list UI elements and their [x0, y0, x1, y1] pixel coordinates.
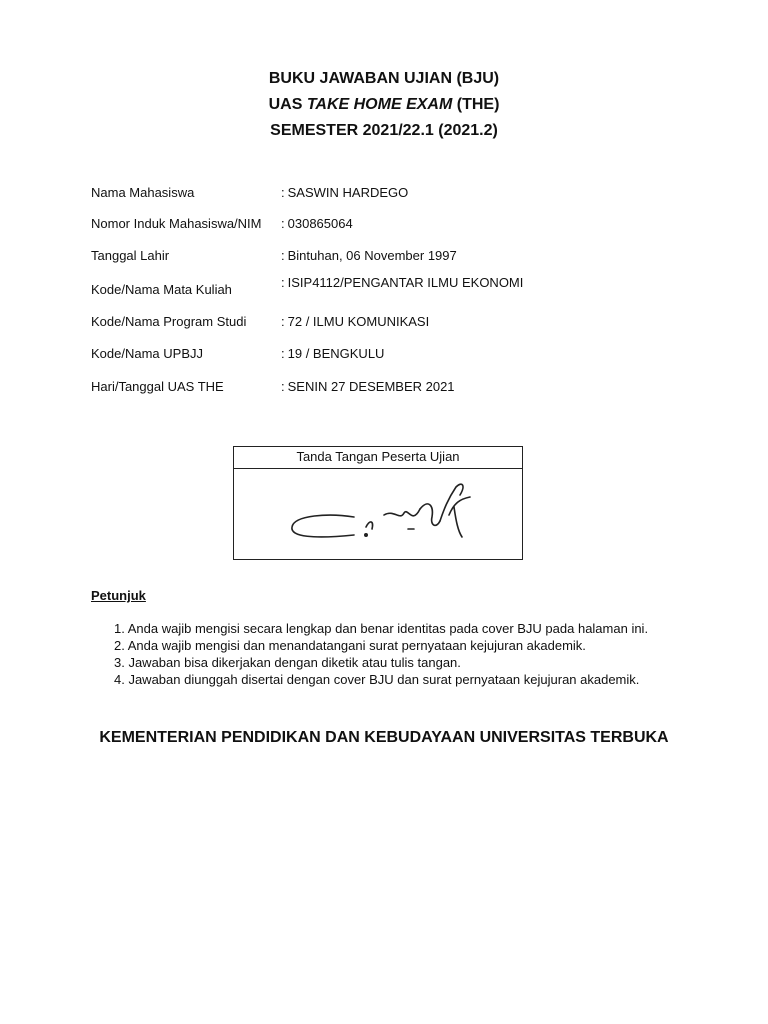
footer-institution: KEMENTERIAN PENDIDIKAN DAN KEBUDAYAAN UNIVERSITAS TERBUKA [99, 729, 669, 746]
info-value: : 72 / ILMU KOMUNIKASI [281, 314, 430, 329]
list-item: 4. Jawaban diunggah disertai dengan cover BJU dan surat pernyataan kejujuran akademik. [114, 672, 640, 687]
info-value: : 030865064 [281, 216, 353, 231]
info-label: Kode/Nama UPBJJ [91, 346, 203, 361]
info-value: : SENIN 27 DESEMBER 2021 [281, 379, 455, 394]
info-label: Nama Mahasiswa [91, 185, 195, 200]
info-value: : SASWIN HARDEGO [281, 185, 409, 200]
list-item: 2. Anda wajib mengisi dan menandatangani surat pernyataan kejujuran akademik. [114, 638, 586, 653]
title-line-1: BUKU JAWABAN UJIAN (BJU) [268, 70, 500, 87]
petunjuk-heading: Petunjuk [91, 588, 146, 603]
signature-image [234, 469, 522, 559]
list-item: 3. Jawaban bisa dikerjakan dengan diketik atau tulis tangan. [114, 655, 461, 670]
info-label: Hari/Tanggal UAS THE [91, 379, 224, 394]
document-title [0, 66, 768, 144]
title-line-2 [0, 92, 768, 118]
info-label: Kode/Nama Mata Kuliah [91, 282, 232, 297]
info-label: Kode/Nama Program Studi [91, 314, 247, 329]
info-value: : ISIP4112/PENGANTAR ILMU EKONOMI [281, 275, 524, 290]
instruction-list [114, 620, 648, 688]
list-item: 1. Anda wajib mengisi secara lengkap dan benar identitas pada cover BJU pada halaman ini. [114, 621, 649, 636]
title-line-2-prefix: UAS [268, 96, 307, 113]
info-value: : 19 / BENGKULU [281, 346, 385, 361]
signature-header: Tanda Tangan Peserta Ujian [234, 447, 522, 469]
info-label: Tanggal Lahir [91, 248, 170, 263]
title-line-2-suffix: (THE) [452, 96, 500, 113]
info-value: : Bintuhan, 06 November 1997 [281, 248, 457, 263]
title-line-3: SEMESTER 2021/22.1 (2021.2) [270, 122, 498, 139]
info-label: Nomor Induk Mahasiswa/NIM [91, 216, 262, 231]
title-line-2-italic: TAKE HOME EXAM [306, 96, 453, 113]
signature-box [233, 446, 523, 560]
